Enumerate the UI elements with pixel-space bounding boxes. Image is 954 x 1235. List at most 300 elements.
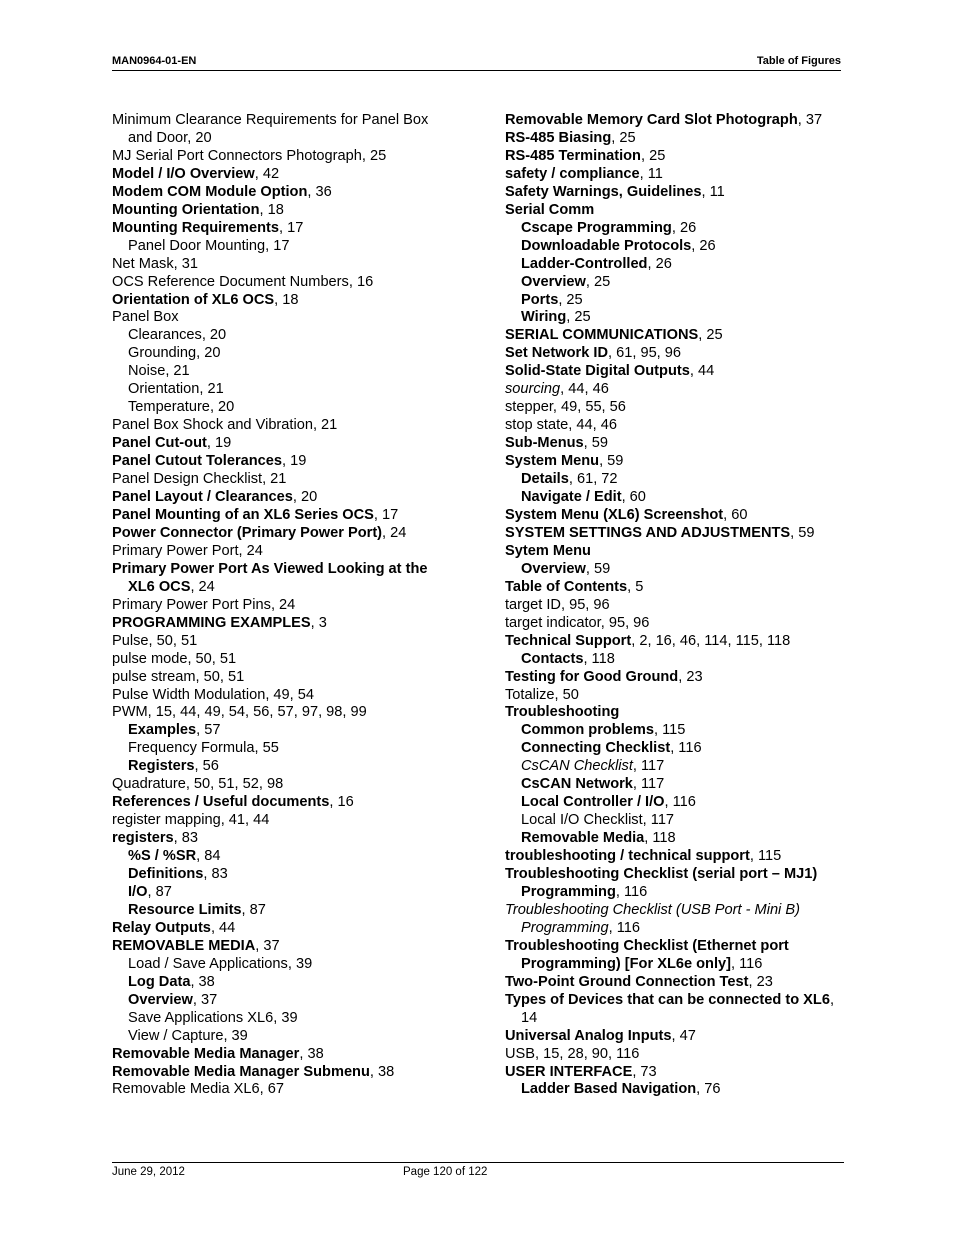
- index-pages: , 50, 51: [195, 668, 245, 685]
- index-term: Types of Devices that can be connected to XL6: [505, 991, 830, 1008]
- index-entry: [112, 812, 442, 830]
- index-term: USER INTERFACE: [505, 1063, 633, 1080]
- index-entry: [505, 704, 845, 722]
- index-entry: [112, 184, 442, 202]
- index-entry: [112, 345, 442, 363]
- index-entry: [505, 848, 845, 866]
- index-entry: [112, 974, 442, 992]
- index-entry: [112, 1081, 442, 1099]
- page-header: [112, 55, 841, 71]
- index-entry: [112, 687, 442, 705]
- index-term: Troubleshooting Checklist (USB Port - Mini B) Programming: [505, 901, 800, 936]
- index-entry: [112, 561, 442, 597]
- index-term: Removable Media: [521, 830, 645, 847]
- index-entry: [505, 166, 845, 184]
- index-pages: , 115: [749, 848, 782, 865]
- index-entry: [505, 489, 845, 507]
- index-term: Orientation: [128, 381, 200, 398]
- index-term: Quadrature: [112, 776, 186, 793]
- index-term: OCS Reference Document Numbers: [112, 273, 349, 290]
- index-pages: , 84: [196, 848, 221, 865]
- index-entry: [112, 327, 442, 345]
- index-entry: [112, 148, 442, 166]
- index-pages: , 50, 51: [187, 650, 237, 667]
- index-entry: [112, 507, 442, 525]
- index-term: Overview: [521, 273, 586, 290]
- index-entry: [505, 202, 845, 220]
- index-term: Removable Media Manager Submenu: [112, 1063, 370, 1080]
- index-term: PWM: [112, 704, 148, 721]
- index-entry: [505, 220, 845, 238]
- index-entry: [505, 722, 845, 740]
- index-term: Panel Design Checklist: [112, 471, 263, 488]
- index-pages: , 117: [632, 758, 665, 775]
- index-pages: , 2, 16, 46, 114, 115, 118: [631, 632, 791, 649]
- index-pages: , 25: [698, 327, 723, 344]
- index-entry: [505, 345, 845, 363]
- index-entry: [505, 830, 845, 848]
- index-pages: , 117: [632, 776, 665, 793]
- index-pages: , 26: [647, 255, 672, 272]
- index-term: sourcing: [505, 381, 561, 398]
- index-entry: [505, 435, 845, 453]
- index-term: Local Controller / I/O: [521, 794, 665, 811]
- index-pages: , 42: [254, 165, 280, 182]
- index-entry: [505, 256, 845, 274]
- index-pages: , 19: [282, 453, 307, 470]
- index-entry: [505, 615, 845, 633]
- index-entry: [505, 238, 845, 256]
- index-entry: [112, 489, 442, 507]
- index-pages: , 15, 44, 49, 54, 56, 57, 97, 98, 99: [147, 704, 367, 721]
- index-term: Wiring: [521, 309, 567, 326]
- index-term: pulse mode: [112, 650, 188, 667]
- index-pages: , 24: [190, 578, 215, 595]
- index-term: CsCAN Network: [521, 776, 633, 793]
- index-entry: [112, 938, 442, 956]
- index-term: Log Data: [128, 973, 191, 990]
- index-entry: [112, 256, 442, 274]
- index-entry: [112, 651, 442, 669]
- index-term: MJ Serial Port Connectors Photograph: [112, 147, 362, 164]
- index-pages: , 25: [611, 129, 636, 146]
- index-pages: , 16: [329, 794, 354, 811]
- index-column-left: [112, 112, 442, 1099]
- index-pages: , 83: [173, 830, 198, 847]
- index-term: Troubleshooting Checklist (serial port – MJ1) Programming: [505, 866, 818, 900]
- index-term: Examples: [128, 722, 197, 739]
- index-pages: , 5: [627, 578, 644, 595]
- index-term: Connecting Checklist: [521, 740, 671, 757]
- index-term: Overview: [521, 560, 586, 577]
- index-pages: , 23: [748, 973, 773, 990]
- index-pages: , 17: [373, 506, 399, 523]
- index-term: Primary Power Port Pins: [112, 596, 271, 613]
- index-term: Cscape Programming: [521, 219, 672, 236]
- index-pages: , 95, 96: [560, 596, 610, 613]
- index-pages: , 59: [790, 524, 815, 541]
- index-term: System Menu: [505, 453, 600, 470]
- index-entry: [505, 866, 845, 902]
- index-term: Resource Limits: [128, 901, 242, 918]
- index-entry: [112, 435, 442, 453]
- index-pages: , 31: [173, 255, 198, 272]
- index-pages: , 56: [194, 758, 219, 775]
- index-term: USB: [505, 1045, 536, 1062]
- index-pages: , 25: [640, 147, 666, 164]
- index-pages: , 25: [566, 309, 591, 326]
- index-pages: , 87: [241, 901, 266, 918]
- index-pages: , 25: [361, 147, 387, 164]
- index-pages: , 25: [558, 291, 583, 308]
- index-term: SERIAL COMMUNICATIONS: [505, 327, 699, 344]
- index-term: Load / Save Applications: [128, 955, 288, 972]
- index-pages: , 55: [254, 740, 279, 757]
- index-entry: [112, 830, 442, 848]
- index-pages: , 39: [287, 955, 313, 972]
- index-entry: [505, 453, 845, 471]
- index-pages: , 19: [206, 435, 232, 452]
- index-pages: , 116: [670, 740, 702, 757]
- index-pages: , 37: [255, 937, 280, 954]
- index-term: Ladder-Controlled: [521, 255, 648, 272]
- index-term: Pulse Width Modulation: [112, 686, 266, 703]
- index-pages: , 21: [165, 363, 190, 380]
- index-term: PROGRAMMING EXAMPLES: [112, 614, 311, 631]
- index-term: Overview: [128, 991, 193, 1008]
- index-pages: , 87: [147, 883, 172, 900]
- index-pages: , 38: [369, 1063, 395, 1080]
- index-entry: [112, 1046, 442, 1064]
- index-pages: , 11: [639, 165, 663, 182]
- index-entry: [112, 112, 442, 148]
- index-entry: [505, 184, 845, 202]
- page-footer: [112, 1162, 844, 1181]
- index-term: Panel Mounting of an XL6 Series OCS: [112, 506, 374, 523]
- index-pages: , 3: [310, 614, 327, 631]
- index-pages: , 16: [348, 273, 374, 290]
- index-pages: , 116: [731, 955, 763, 972]
- index-term: View / Capture: [128, 1027, 224, 1044]
- index-term: target indicator: [505, 614, 601, 631]
- index-entry: [505, 112, 845, 130]
- index-pages: , 15, 28, 90, 116: [535, 1045, 640, 1062]
- index-entry: [505, 561, 845, 579]
- index-term: Relay Outputs: [112, 919, 211, 936]
- footer-date: June 29, 2012: [112, 1166, 185, 1178]
- index-pages: , 38: [299, 1045, 324, 1062]
- index-term: Details: [521, 471, 569, 488]
- index-term: Power Connector (Primary Power Port): [112, 524, 383, 541]
- index-entry: [505, 417, 845, 435]
- index-term: Contacts: [521, 650, 584, 667]
- index-pages: , 26: [671, 219, 697, 236]
- index-entry: [112, 1028, 442, 1046]
- index-entry: [112, 399, 442, 417]
- index-entry: [505, 381, 845, 399]
- index-entry: [505, 687, 845, 705]
- index-entry: [112, 309, 442, 327]
- index-entry: [112, 794, 442, 812]
- index-term: Mounting Requirements: [112, 219, 280, 236]
- index-entry: [112, 292, 442, 310]
- index-pages: , 21: [262, 471, 287, 488]
- index-pages: , 39: [223, 1027, 248, 1044]
- index-pages: , 49, 54: [265, 686, 315, 703]
- index-term: troubleshooting / technical support: [505, 848, 750, 865]
- index-entry: [112, 202, 442, 220]
- index-pages: , 37: [192, 991, 218, 1008]
- index-pages: , 20: [292, 489, 318, 506]
- index-term: Safety Warnings, Guidelines: [505, 183, 702, 200]
- index-entry: [505, 1081, 845, 1099]
- index-entry: [112, 704, 442, 722]
- index-term: CsCAN Checklist: [521, 758, 633, 775]
- index-term: System Menu (XL6) Screenshot: [505, 506, 724, 523]
- index-term: Troubleshooting Checklist (Ethernet port Programming) [For XL6e only]: [505, 937, 789, 972]
- index-term: References / Useful documents: [112, 794, 330, 811]
- index-term: Panel Layout / Clearances: [112, 489, 293, 506]
- index-entry: [505, 292, 845, 310]
- index-term: Navigate / Edit: [521, 489, 622, 506]
- index-pages: , 49, 55, 56: [552, 399, 626, 416]
- index-term: Registers: [128, 758, 195, 775]
- index-entry: [505, 794, 845, 812]
- index-entry: [112, 417, 442, 435]
- index-term: Definitions: [128, 866, 204, 883]
- document-id: MAN0964-01-EN: [112, 55, 197, 67]
- index-term: Sub-Menus: [505, 435, 584, 452]
- index-entry: [505, 974, 845, 992]
- index-pages: , 41, 44: [220, 812, 270, 829]
- index-pages: , 26: [691, 237, 716, 254]
- index-entry: [112, 166, 442, 184]
- index-entry: [505, 1064, 845, 1082]
- index-entry: [505, 543, 845, 561]
- index-pages: , 115: [653, 722, 686, 739]
- index-pages: , 24: [270, 596, 296, 613]
- index-term: Panel Cutout Tolerances: [112, 453, 283, 470]
- index-entry: [112, 633, 442, 651]
- index-pages: , 117: [642, 812, 675, 829]
- index-entry: [112, 381, 442, 399]
- index-term: Sytem Menu: [505, 542, 591, 559]
- index-pages: , 116: [664, 794, 696, 811]
- index-pages: , 25: [585, 273, 611, 290]
- index-entry: [505, 309, 845, 327]
- index-term: Frequency Formula: [128, 740, 255, 757]
- index-entry: [505, 525, 845, 543]
- index-term: I/O: [128, 883, 148, 900]
- index-entry: [505, 363, 845, 381]
- index-pages: , 11: [701, 183, 725, 200]
- index-entry: [112, 740, 442, 758]
- index-term: RS-485 Termination: [505, 147, 641, 164]
- index-pages: , 47: [671, 1027, 696, 1044]
- index-pages: , 50, 51: [148, 632, 198, 649]
- index-entry: [112, 848, 442, 866]
- index-entry: [505, 579, 845, 597]
- index-term: Testing for Good Ground: [505, 668, 679, 685]
- index-entry: [505, 758, 845, 776]
- index-pages: , 37: [797, 112, 823, 128]
- index-pages: , 39: [273, 1009, 298, 1026]
- index-pages: , 18: [259, 201, 284, 218]
- index-entry: [112, 220, 442, 238]
- index-term: Two-Point Ground Connection Test: [505, 973, 749, 990]
- index-pages: , 17: [265, 237, 290, 254]
- index-pages: , 21: [199, 381, 224, 398]
- index-pages: , 116: [608, 919, 640, 936]
- index-term: Panel Door Mounting: [128, 237, 266, 254]
- index-entry: [505, 507, 845, 525]
- index-entry: [112, 758, 442, 776]
- index-entry: [505, 1046, 845, 1064]
- index-term: Removable Media Manager: [112, 1045, 300, 1062]
- index-pages: , 17: [279, 219, 304, 236]
- index-pages: , 44, 46: [560, 381, 609, 398]
- index-entry: [505, 651, 845, 669]
- index-term: Panel Box Shock and Vibration: [112, 417, 313, 434]
- index-entry: [112, 453, 442, 471]
- index-entry: [112, 238, 442, 256]
- index-term: register mapping: [112, 812, 221, 829]
- index-pages: , 14: [521, 991, 834, 1026]
- index-entry: [112, 471, 442, 489]
- index-term: Set Network ID: [505, 345, 608, 362]
- index-entry: [505, 1028, 845, 1046]
- index-term: Removable Media XL6: [112, 1081, 260, 1098]
- index-pages: , 20: [201, 327, 227, 344]
- index-term: registers: [112, 830, 174, 847]
- index-term: Common problems: [521, 722, 654, 739]
- index-entry: [505, 274, 845, 292]
- index-term: REMOVABLE MEDIA: [112, 937, 256, 954]
- index-entry: [112, 866, 442, 884]
- index-term: Totalize: [505, 686, 555, 703]
- index-term: Troubleshooting: [505, 704, 620, 721]
- index-pages: , 36: [307, 183, 332, 200]
- index-term: Primary Power Port: [112, 542, 239, 559]
- index-pages: , 83: [203, 866, 228, 883]
- index-entry: [112, 884, 442, 902]
- index-term: Serial Comm: [505, 201, 595, 218]
- index-pages: , 57: [196, 722, 221, 739]
- index-pages: , 59: [583, 435, 608, 452]
- index-term: Clearances: [128, 327, 202, 344]
- index-entry: [112, 992, 442, 1010]
- index-pages: , 20: [209, 399, 235, 416]
- index-entry: [505, 471, 845, 489]
- index-term: Net Mask: [112, 255, 174, 272]
- index-entry: [112, 615, 442, 633]
- index-term: target ID: [505, 596, 561, 613]
- index-column-right: [505, 112, 845, 1099]
- index-entry: [505, 399, 845, 417]
- index-term: stop state: [505, 417, 569, 434]
- index-pages: , 21: [312, 417, 338, 434]
- index-term: Technical Support: [505, 632, 632, 649]
- index-pages: , 59: [585, 560, 611, 577]
- index-pages: , 67: [259, 1081, 284, 1098]
- index-pages: , 38: [190, 973, 215, 990]
- index-entry: [112, 597, 442, 615]
- index-term: Grounding: [128, 345, 197, 362]
- index-pages: , 50, 51, 52, 98: [185, 776, 284, 793]
- index-term: Local I/O Checklist: [521, 812, 643, 829]
- index-pages: , 44: [689, 363, 715, 380]
- index-pages: , 61, 95, 96: [608, 345, 682, 362]
- index-entry: [112, 274, 442, 292]
- index-entry: [505, 327, 845, 345]
- index-entry: [112, 669, 442, 687]
- index-term: Orientation of XL6 OCS: [112, 291, 275, 308]
- index-entry: [112, 920, 442, 938]
- index-pages: , 73: [632, 1063, 657, 1080]
- index-term: Temperature: [128, 399, 210, 416]
- index-entry: [505, 992, 845, 1028]
- index-entry: [505, 669, 845, 687]
- index-pages: , 60: [621, 489, 646, 506]
- index-pages: , 76: [696, 1081, 721, 1098]
- index-term: Modem COM Module Option: [112, 183, 308, 200]
- index-pages: , 50: [554, 686, 579, 703]
- index-term: RS-485 Biasing: [505, 129, 612, 146]
- index-term: SYSTEM SETTINGS AND ADJUSTMENTS: [505, 524, 791, 541]
- index-term: Panel Box: [112, 309, 179, 326]
- index-term: Solid-State Digital Outputs: [505, 363, 690, 380]
- index-pages: , 24: [238, 542, 263, 559]
- index-pages: , 95, 96: [600, 614, 650, 631]
- index-pages: , 23: [678, 668, 703, 685]
- index-term: Removable Memory Card Slot Photograph: [505, 112, 798, 128]
- index-term: pulse stream: [112, 668, 196, 685]
- index-entry: [505, 148, 845, 166]
- index-term: Noise: [128, 363, 166, 380]
- index-term: Mounting Orientation: [112, 201, 260, 218]
- index-term: Ladder Based Navigation: [521, 1081, 697, 1098]
- index-entry: [112, 956, 442, 974]
- index-entry: [505, 633, 845, 651]
- index-entry: [112, 1064, 442, 1082]
- index-term: Model / I/O Overview: [112, 165, 255, 182]
- index-term: Downloadable Protocols: [521, 237, 692, 254]
- index-term: stepper: [505, 399, 553, 416]
- page-number: Page 120 of 122: [403, 1166, 488, 1178]
- index-entry: [505, 812, 845, 830]
- index-term: Minimum Clearance Requirements for Panel Box and Door: [112, 112, 429, 146]
- index-pages: , 60: [723, 506, 748, 523]
- index-entry: [112, 1010, 442, 1028]
- index-term: %S / %SR: [128, 848, 197, 865]
- index-entry: [112, 363, 442, 381]
- index-entry: [112, 776, 442, 794]
- index-entry: [112, 525, 442, 543]
- index-term: Save Applications XL6: [128, 1009, 274, 1026]
- index-pages: , 20: [187, 129, 212, 146]
- index-pages: , 59: [599, 453, 624, 470]
- index-term: Panel Cut-out: [112, 435, 207, 452]
- index-term: Universal Analog Inputs: [505, 1027, 672, 1044]
- index-entry: [505, 597, 845, 615]
- index-term: Table of Contents: [505, 578, 628, 595]
- index-entry: [112, 722, 442, 740]
- index-pages: , 116: [615, 883, 648, 900]
- index-term: Ports: [521, 291, 559, 308]
- index-term: Primary Power Port As Viewed Looking at the XL6 OCS: [112, 560, 428, 595]
- index-pages: , 118: [644, 830, 676, 847]
- index-entry: [505, 902, 845, 938]
